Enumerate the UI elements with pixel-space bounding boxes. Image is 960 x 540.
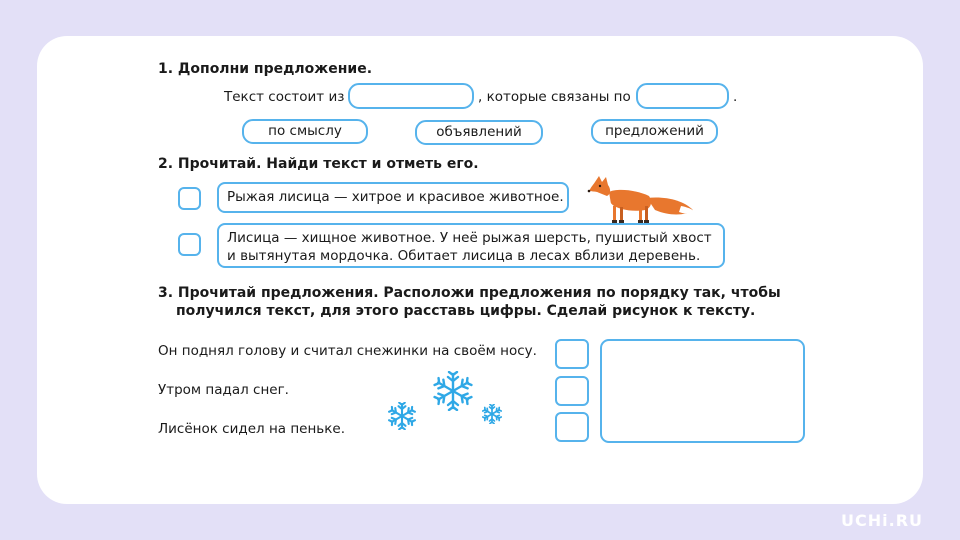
task2-checkbox-1[interactable] <box>178 187 201 210</box>
task3-title-line2: получился текст, для этого расставь цифры. Сделай рисунок к тексту. <box>176 303 756 319</box>
task2-option-2 <box>217 223 725 268</box>
task3-title-line1: 3. Прочитай предложения. Расположи предложения по порядку так, чтобы <box>158 285 781 301</box>
task2-title: 2. Прочитай. Найди текст и отметь его. <box>158 156 479 172</box>
snowflake-icon-medium <box>388 402 416 430</box>
task3-sentence-1: Он поднял голову и считал снежинки на своём носу. <box>158 343 537 359</box>
task3-drawing-area[interactable] <box>600 339 805 443</box>
task1-sentence-end: . <box>733 89 738 105</box>
task1-option-po-smyslu[interactable]: по смыслу <box>242 119 368 144</box>
task1-blank-2[interactable] <box>636 83 729 109</box>
task1-sentence-middle: , которые связаны по <box>478 89 631 105</box>
task2-option-2-line2: и вытянутая мордочка. Обитает лисица в лесах вблизи деревень. <box>227 248 701 264</box>
task3-number-input-3[interactable] <box>555 412 589 442</box>
task3-number-input-1[interactable] <box>555 339 589 369</box>
task3-sentence-3: Лисёнок сидел на пеньке. <box>158 421 345 437</box>
snowflake-icon-large <box>433 371 473 411</box>
task2-option-1-text: Рыжая лисица — хитрое и красивое животное. <box>227 189 564 205</box>
task3-number-input-2[interactable] <box>555 376 589 406</box>
task2-option-2-line1: Лисица — хищное животное. У неё рыжая шерсть, пушистый хвост <box>227 230 712 246</box>
task1-option-obyavleniy[interactable]: объявлений <box>415 120 543 145</box>
task1-title: 1. Дополни предложение. <box>158 61 373 77</box>
task1-blank-1[interactable] <box>348 83 474 109</box>
task2-option-1 <box>217 182 569 213</box>
brand-logo: UCHi.RU <box>841 511 923 530</box>
fox-icon <box>585 174 697 224</box>
task1-option-predlozheniy[interactable]: предложений <box>591 119 718 144</box>
task2-checkbox-2[interactable] <box>178 233 201 256</box>
snowflake-icon-small <box>482 404 502 424</box>
task1-sentence-start: Текст состоит из <box>224 89 345 105</box>
task3-sentence-2: Утром падал снег. <box>158 382 289 398</box>
worksheet-card <box>37 36 923 504</box>
